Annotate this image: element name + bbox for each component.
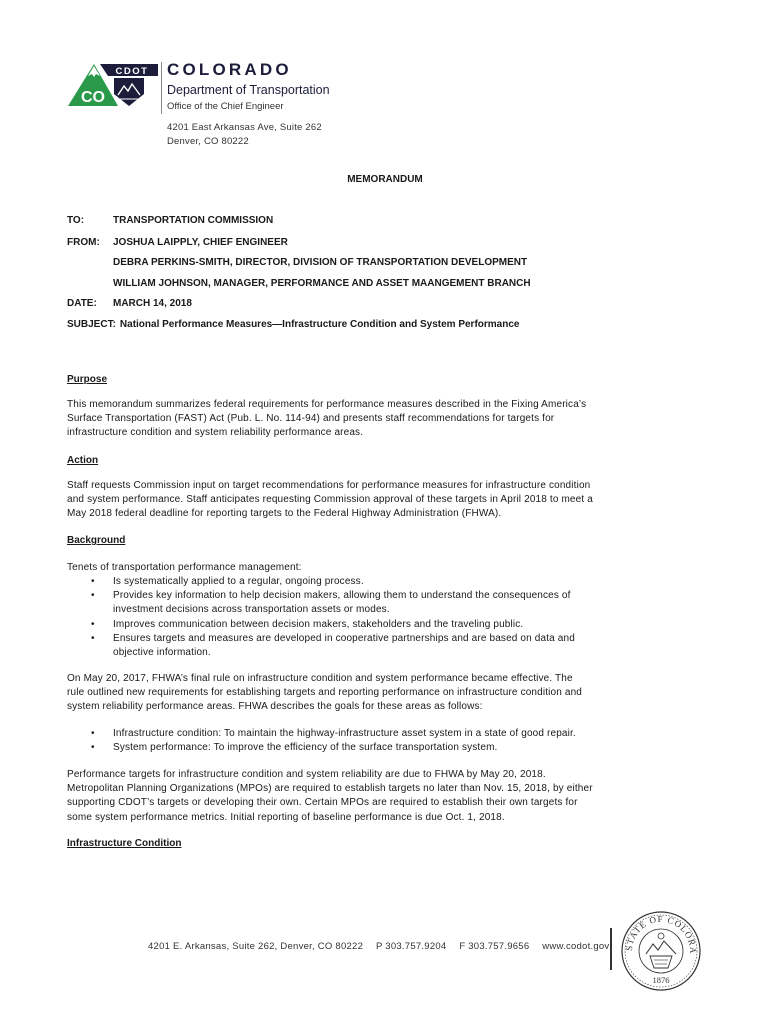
infrastructure-condition-heading: Infrastructure Condition [67, 838, 182, 849]
purpose-paragraph [67, 398, 667, 441]
tenet-text: Ensures targets and measures are developed in cooperative partnerships and are based on data and [113, 632, 575, 644]
list-item [67, 741, 647, 755]
goals-list [67, 727, 647, 755]
targets-line: supporting CDOT’s targets or developing their own. Certain MPOs are required to establish their own targets for [67, 797, 578, 809]
address-line-2: Denver, CO 80222 [167, 136, 249, 147]
rule-paragraph [67, 672, 667, 715]
bullet-icon: • [91, 742, 95, 754]
rule-line: rule outlined new requirements for establishing targets and reporting performance on infrastructure condition and [67, 687, 583, 699]
targets-paragraph [67, 768, 667, 825]
purpose-line: infrastructure condition and system reliability performance areas. [67, 427, 364, 439]
bullet-icon: • [91, 590, 95, 602]
state-seal-icon [620, 910, 702, 992]
seal-year: 1876 [652, 975, 670, 985]
action-heading: Action [67, 455, 99, 466]
bullet-icon: • [91, 728, 95, 739]
rule-line: On May 20, 2017, FHWA’s final rule on infrastructure condition and system performance became effective. The [67, 673, 573, 684]
logo-text: CDOT [115, 66, 149, 77]
action-line: May 2018 federal deadline for reporting targets to the Federal Highway Administration (FHWA). [67, 508, 502, 520]
department-name: Department of Transportation [167, 83, 330, 97]
list-item [67, 575, 647, 589]
action-paragraph [67, 479, 667, 522]
address-line-1: 4201 East Arkansas Ave, Suite 262 [167, 122, 322, 133]
brand-name: COLORADO [167, 60, 292, 79]
targets-line: some system performance metrics. Initial reporting of baseline performance is due Oct. 1, 2018. [67, 811, 505, 823]
purpose-heading: Purpose [67, 374, 108, 385]
footer-fax: F 303.757.9656 [459, 941, 530, 952]
purpose-line: This memorandum summarizes federal requirements for performance measures described in the Fixing America’s [67, 399, 587, 410]
tenets-list [67, 575, 647, 660]
logo-initials: CO [81, 89, 105, 106]
background-heading: Background [67, 535, 126, 546]
tenet-text: Improves communication between decision makers, stakeholders and the traveling public. [113, 618, 524, 630]
goal-text: Infrastructure condition: To maintain the highway-infrastructure asset system in a state of good repair. [113, 728, 576, 739]
list-item [67, 632, 647, 660]
bullet-icon: • [91, 576, 95, 587]
list-item [67, 618, 647, 632]
bullet-icon: • [91, 632, 95, 644]
tenet-text: investment decisions across transportation assets or modes. [113, 604, 390, 616]
from-value-1: JOSHUA LAIPPLY, CHIEF ENGINEER [113, 237, 288, 248]
action-line: Staff requests Commission input on target recommendations for performance measures for infrastructure condition [67, 480, 591, 491]
goal-text: System performance: To improve the efficiency of the surface transportation system. [113, 742, 498, 754]
from-label: FROM: [67, 237, 100, 248]
date-value: MARCH 14, 2018 [113, 298, 192, 309]
date-label: DATE: [67, 298, 97, 309]
letterhead-divider [161, 62, 162, 114]
list-item [67, 589, 647, 617]
tenet-text: objective information. [113, 647, 211, 659]
list-item [67, 727, 647, 741]
footer-website[interactable]: www.codot.gov [542, 941, 610, 952]
footer-phone: P 303.757.9204 [376, 941, 447, 952]
to-label: TO: [67, 215, 85, 226]
purpose-line: Surface Transportation (FAST) Act (Pub. L. No. 114-94) and presents staff recommendations for targets for [67, 413, 555, 425]
from-value-3: WILLIAM JOHNSON, MANAGER, PERFORMANCE AND ASSET MAANGEMENT BRANCH [113, 278, 531, 289]
subject-value: National Performance Measures—Infrastructure Condition and System Performance [119, 319, 520, 330]
cdot-logo [68, 62, 158, 108]
memo-title: MEMORANDUM [347, 174, 423, 185]
rule-line: system reliability performance areas. FHWA describes the goals for these areas as follows: [67, 701, 483, 713]
footer-address: 4201 E. Arkansas, Suite 262, Denver, CO 80222 [148, 941, 364, 952]
background-intro: Tenets of transportation performance management: [67, 562, 302, 573]
office-name: Office of the Chief Engineer [167, 101, 284, 112]
to-value: TRANSPORTATION COMMISSION [113, 215, 274, 226]
from-value-2: DEBRA PERKINS-SMITH, DIRECTOR, DIVISION OF TRANSPORTATION DEVELOPMENT [113, 257, 528, 268]
seal-text: STATE OF COLORA [623, 913, 699, 955]
bullet-icon: • [91, 618, 95, 630]
tenet-text: Provides key information to help decision makers, allowing them to understand the consequences of [113, 590, 571, 602]
footer-contact [148, 941, 619, 952]
subject-line [67, 319, 519, 330]
subject-label: SUBJECT: [67, 319, 116, 330]
cdot-logo-mark [68, 62, 158, 108]
footer-divider [610, 928, 612, 970]
seal-graphic [620, 910, 702, 992]
targets-line: Performance targets for infrastructure condition and system reliability are due to FHWA by May 20, 2018. [67, 769, 546, 780]
action-line: and system performance. Staff anticipates requesting Commission approval of these targets in April 2018 to meet a [67, 494, 593, 506]
targets-line: Metropolitan Planning Organizations (MPOs) are required to establish targets no later than Nov. 15, 2018, by either [67, 783, 593, 795]
tenet-text: Is systematically applied to a regular, ongoing process. [113, 576, 364, 587]
